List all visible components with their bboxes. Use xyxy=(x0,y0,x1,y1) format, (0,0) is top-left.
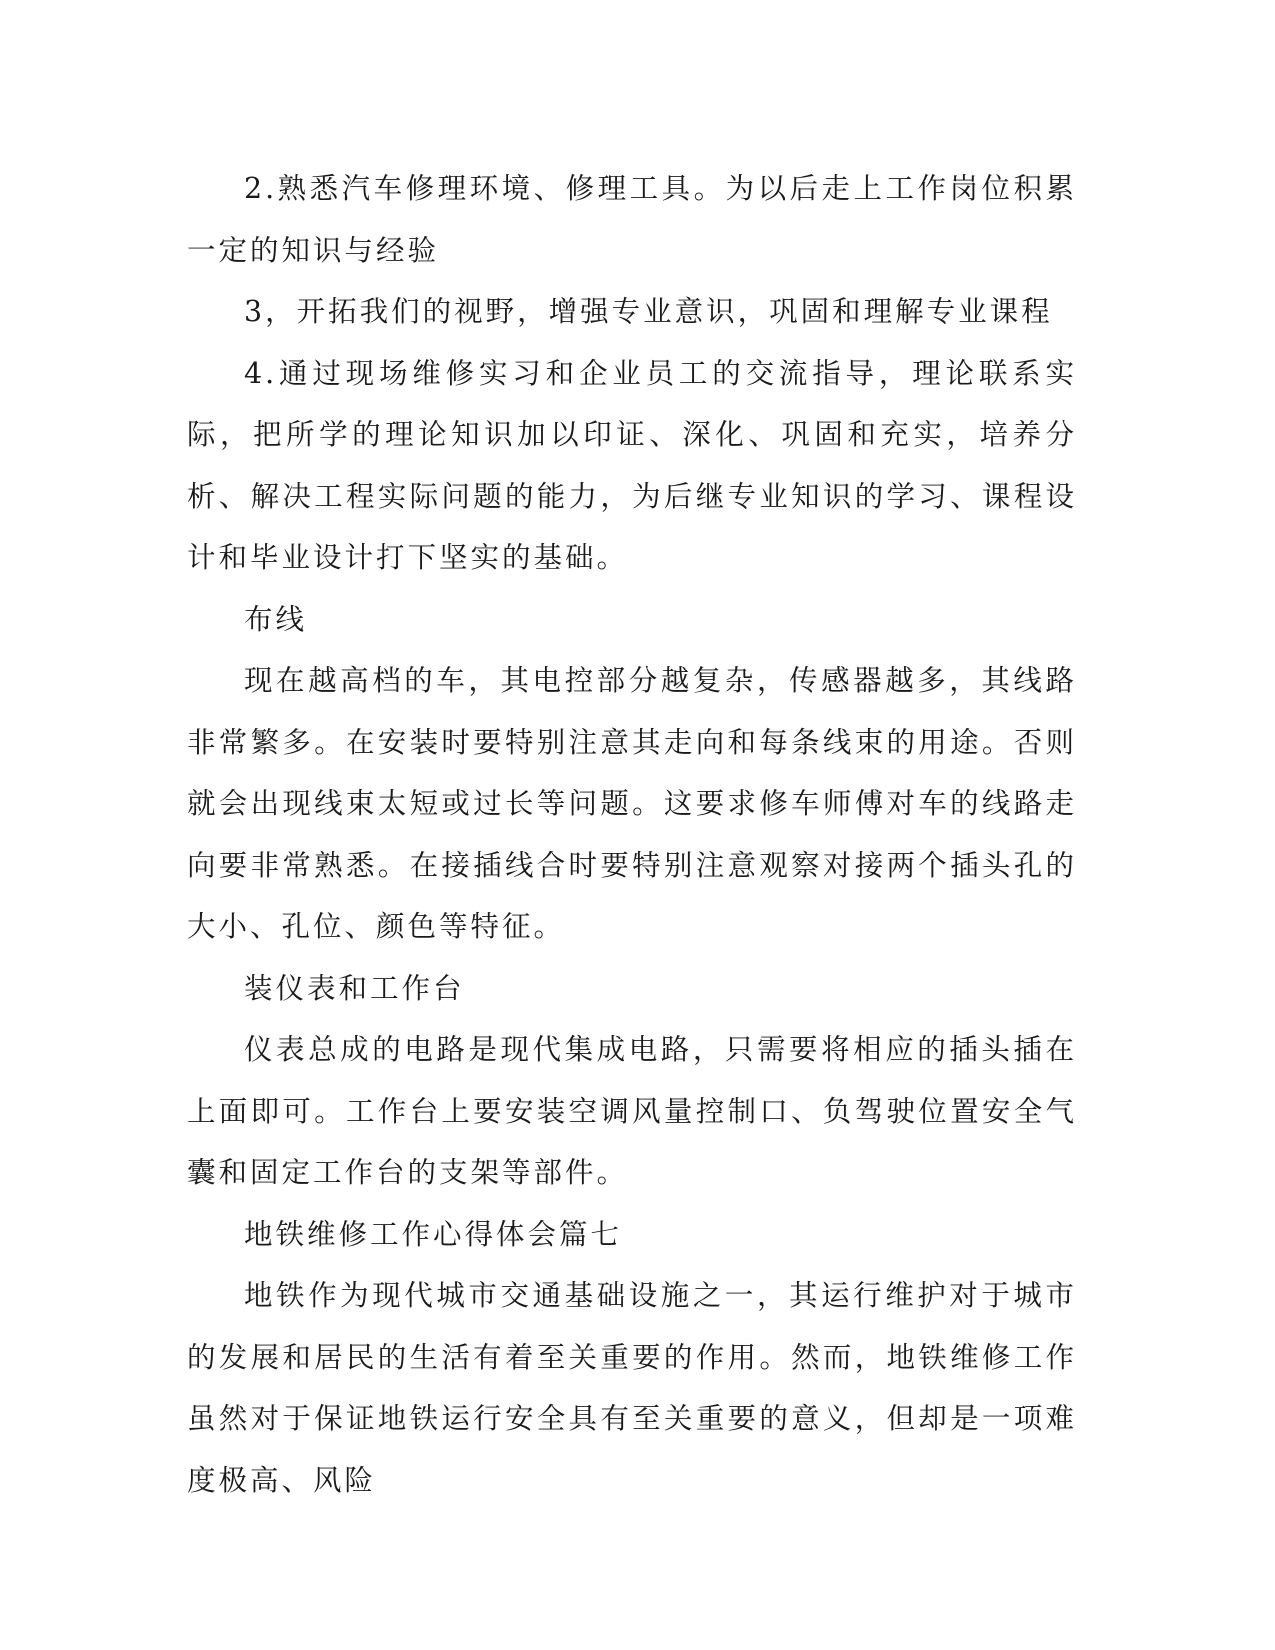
paragraph-dashboard: 仪表总成的电路是现代集成电路，只需要将相应的插头插在上面即可。工作台上要安装空调风量控制口、负驾驶位置安全气囊和固定工作台的支架等部件。 xyxy=(187,1033,1077,1189)
paragraph-purpose-2: 2.熟悉汽车修理环境、修理工具。为以后走上工作岗位积累一定的知识与经验 xyxy=(187,172,1077,267)
paragraph-purpose-4: 4.通过现场维修实习和企业员工的交流指导，理论联系实际，把所学的理论知识加以印证、深化、巩固和充实，培养分析、解决工程实际问题的能力，为后继专业知识的学习、课程设计和毕业设计打下坚实的基础。 xyxy=(187,356,1077,574)
paragraph-wiring: 现在越高档的车，其电控部分越复杂，传感器越多，其线路非常繁多。在安装时要特别注意其走向和每条线束的用途。否则就会出现线束太短或过长等问题。这要求修车师傅对车的线路走向要非常熟悉。在接插线合时要特别注意观察对接两个插头孔的大小、孔位、颜色等特征。 xyxy=(187,664,1077,943)
heading-wiring: 布线 xyxy=(244,602,308,636)
paragraph-metro-intro: 地铁作为现代城市交通基础设施之一，其运行维护对于城市的发展和居民的生活有着至关重要的作用。然而，地铁维修工作虽然对于保证地铁运行安全具有至关重要的意义，但却是一项难度极高、风险 xyxy=(187,1279,1077,1497)
document-body xyxy=(187,158,1077,1511)
paragraph-purpose-3: 3，开拓我们的视野，增强专业意识，巩固和理解专业课程 xyxy=(244,295,1053,328)
heading-section-seven: 地铁维修工作心得体会篇七 xyxy=(244,1217,623,1251)
heading-dashboard: 装仪表和工作台 xyxy=(244,971,465,1005)
